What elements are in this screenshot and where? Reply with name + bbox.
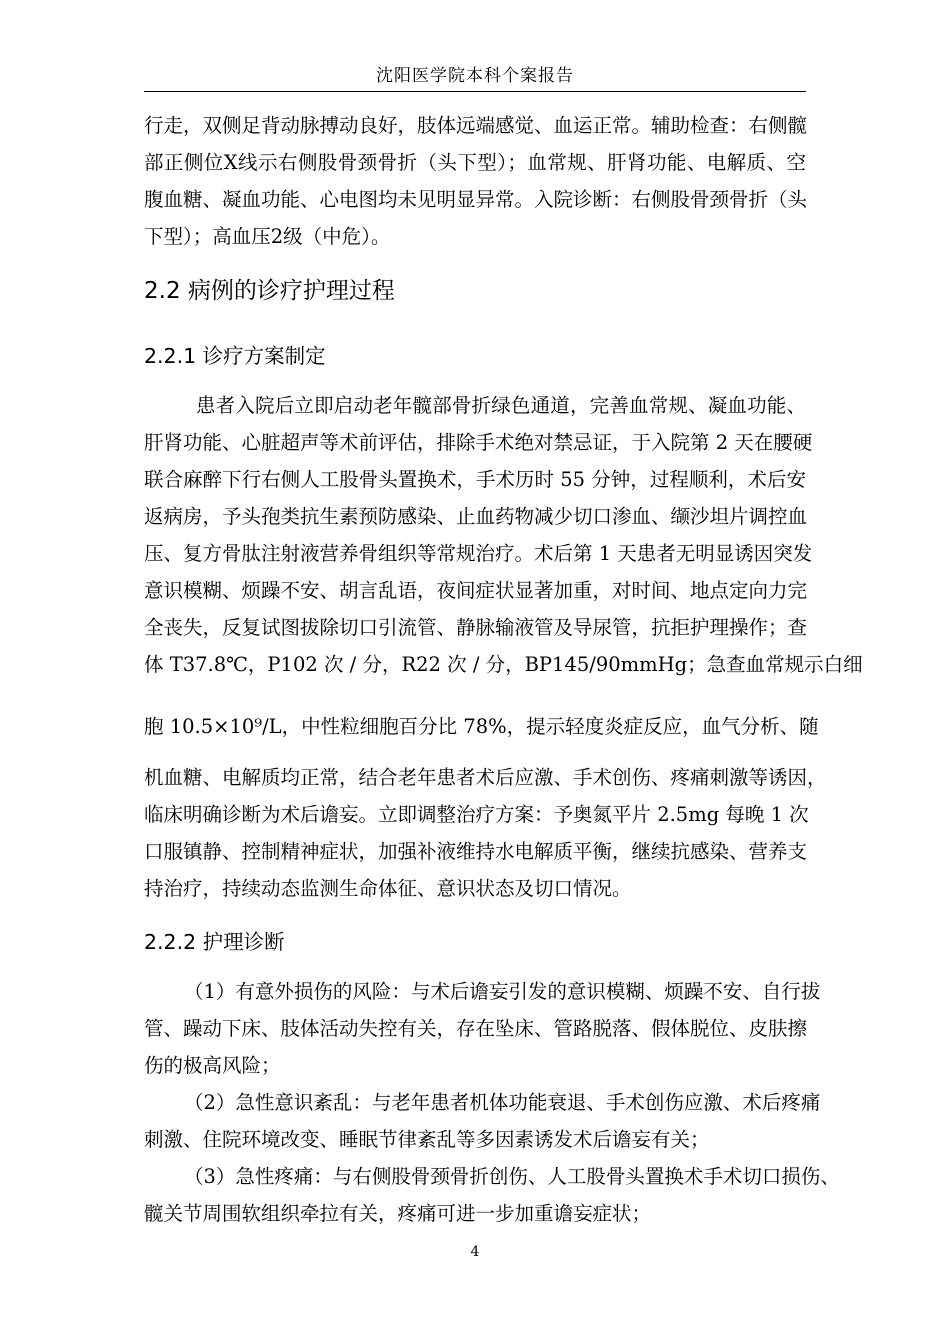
- nursing-diagnosis-line: （3）急性疼痛：与右侧股骨颈骨折创伤、人工股骨头置换术手术切口损伤、: [184, 1165, 840, 1188]
- section-heading-2-2-1: 2.2.1 诊疗方案制定: [144, 344, 326, 368]
- section-heading-2-2-2: 2.2.2 护理诊断: [144, 930, 285, 954]
- paragraph-line: 持治疗，持续动态监测生命体征、意识状态及切口情况。: [144, 877, 632, 900]
- intro-line: 腹血糖、凝血功能、心电图均未见明显异常。入院诊断：右侧股骨颈骨折（头: [144, 188, 808, 211]
- paragraph-line: 压、复方骨肽注射液营养骨组织等常规治疗。术后第 1 天患者无明显诱因突发: [144, 542, 813, 565]
- nursing-diagnosis-line: 髋关节周围软组织牵拉有关，疼痛可进一步加重谵妄症状；: [144, 1202, 652, 1225]
- page-number: 4: [470, 1244, 480, 1260]
- paragraph-line: 机血糖、电解质均正常，结合老年患者术后应激、手术创伤、疼痛刺激等诱因，: [144, 766, 827, 789]
- paragraph-line: 全丧失，反复试图拔除切口引流管、静脉输液管及导尿管，抗拒护理操作；查: [144, 616, 808, 639]
- nursing-diagnosis-line: 伤的极高风险；: [144, 1054, 281, 1077]
- paragraph-line: 返病房，予头孢类抗生素预防感染、止血药物减少切口渗血、缬沙坦片调控血: [144, 505, 808, 528]
- paragraph-line: 临床明确诊断为术后谵妄。立即调整治疗方案：予奥氮平片 2.5mg 每晚 1 次: [144, 803, 809, 826]
- nursing-diagnosis-line: 管、躁动下床、肢体活动失控有关，存在坠床、管路脱落、假体脱位、皮肤擦: [144, 1017, 808, 1040]
- intro-line: 部正侧位X线示右侧股骨颈骨折（头下型）；血常规、肝肾功能、电解质、空: [144, 151, 806, 174]
- paragraph-line: 胞 10.5×10⁹/L，中性粒细胞百分比 78%，提示轻度炎症反应，血气分析、随: [144, 715, 819, 738]
- intro-line: 行走，双侧足背动脉搏动良好，肢体远端感觉、血运正常。辅助检查：右侧髋: [144, 114, 808, 137]
- page-header-title: 沈阳医学院本科个案报告: [376, 66, 574, 86]
- paragraph-line: 患者入院后立即启动老年髋部骨折绿色通道，完善血常规、凝血功能、: [196, 394, 806, 417]
- intro-line: 下型）；高血压2级（中危）。: [144, 225, 391, 248]
- paragraph-line: 肝肾功能、心脏超声等术前评估，排除手术绝对禁忌证，于入院第 2 天在腰硬: [144, 431, 813, 454]
- paragraph-line: 口服镇静、控制精神症状，加强补液维持水电解质平衡，继续抗感染、营养支: [144, 840, 808, 863]
- paragraph-line: 意识模糊、烦躁不安、胡言乱语，夜间症状显著加重，对时间、地点定向力完: [144, 579, 808, 602]
- paragraph-line: 体 T37.8℃，P102 次 / 分，R22 次 / 分，BP145/90mmHg；急查血常规示白细: [144, 653, 863, 676]
- nursing-diagnosis-line: 刺激、住院环境改变、睡眠节律紊乱等多因素诱发术后谵妄有关；: [144, 1128, 710, 1151]
- nursing-diagnosis-line: （1）有意外损伤的风险：与术后谵妄引发的意识模糊、烦躁不安、自行拔: [184, 980, 821, 1003]
- section-heading-2-2: 2.2 病例的诊疗护理过程: [144, 278, 395, 304]
- header-divider: [144, 91, 806, 92]
- paragraph-line: 联合麻醉下行右侧人工股骨头置换术，手术历时 55 分钟，过程顺利，术后安: [144, 468, 806, 491]
- nursing-diagnosis-line: （2）急性意识紊乱：与老年患者机体功能衰退、手术创伤应激、术后疼痛: [184, 1091, 821, 1114]
